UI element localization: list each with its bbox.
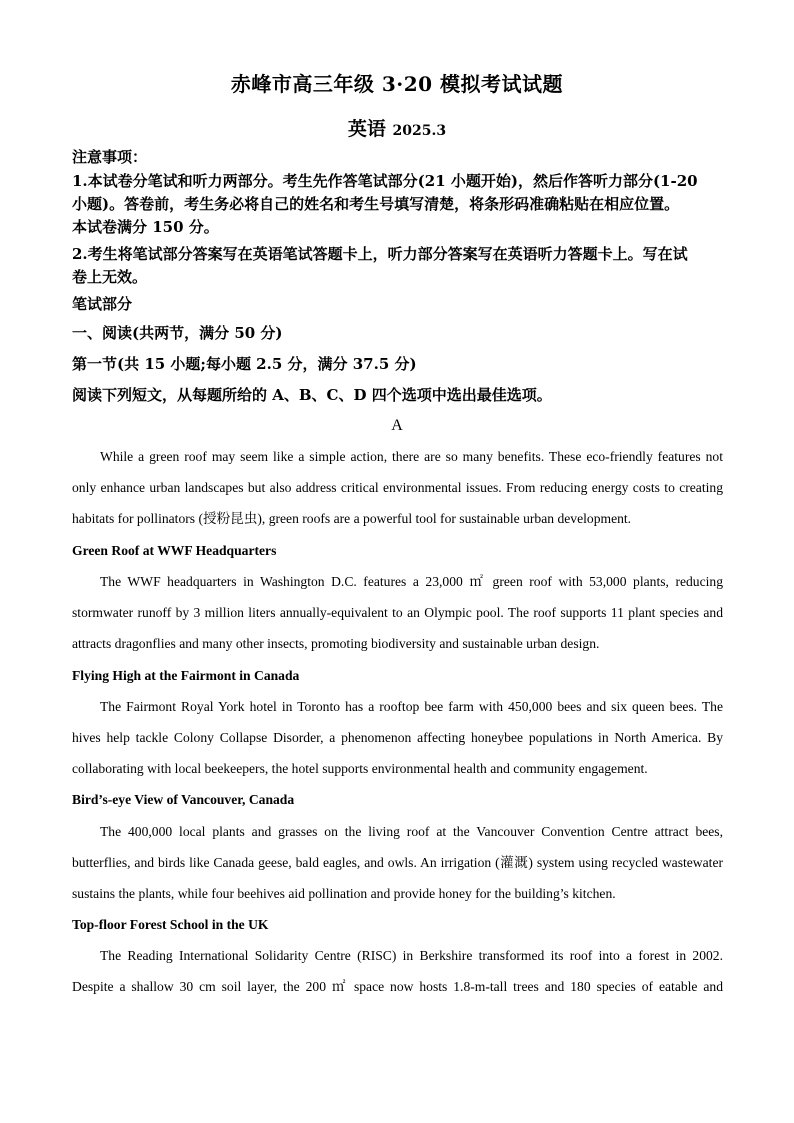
paragraph-line: sustains the plants, while four beehives aid pollination and provide honey for the building’s kitchen. (72, 886, 616, 902)
reading-instruction: 阅读下列短文，从每题所给的 A、B、C、D 四个选项中选出最佳选项。 (72, 386, 552, 404)
paragraph-line: The Reading International Solidarity Centre (RISC) in Berkshire transformed its roof into a forest in 2002. (100, 948, 723, 963)
paragraph-fairmont (72, 691, 723, 785)
paragraph-line: attracts dragonflies and many other insects, promoting biodiversity and sustainable urban design. (72, 636, 600, 652)
passage-intro (72, 441, 723, 535)
paragraph-line: The 400,000 local plants and grasses on the living roof at the Vancouver Convention Centre attract bees, (100, 824, 723, 839)
section-heading: Flying High at the Fairmont in Canada (72, 668, 300, 683)
exam-date: 2025.3 (392, 123, 447, 139)
paragraph-line: butterflies, and birds like Canada geese, bald eagles, and owls. An irrigation (灌溉) system using recycled wastewater (72, 855, 723, 871)
notice-item-1-line: 1.本试卷分笔试和听力两部分。考生先作答笔试部分(21 小题开始)，然后作答听力部分(1-20 (72, 172, 698, 190)
section-heading: Green Roof at WWF Headquarters (72, 543, 277, 558)
notice-item-1-line: 本试卷满分 150 分。 (72, 218, 219, 236)
paragraph-vancouver (72, 816, 723, 910)
notice-item-1-line: 小题)。答卷前，考生务必将自己的姓名和考生号填写清楚，将条形码准确粘贴在相应位置。 (72, 195, 680, 213)
notice-item-1 (72, 170, 724, 239)
notice-label: 注意事项： (72, 148, 148, 166)
subject-label: 英语 (347, 118, 386, 140)
written-part-heading: 笔试部分 (72, 295, 133, 313)
paragraph-line: stormwater runoff by 3 million liters annually-equivalent to an Olympic pool. The roof supports 11 plant species and (72, 605, 723, 621)
exam-subtitle (0, 114, 794, 141)
passage-label: A (391, 417, 403, 434)
paragraph-line: hives help tackle Colony Collapse Disorder, a phenomenon affecting honeybee populations in North America. By (72, 730, 723, 746)
paragraph-line: The WWF headquarters in Washington D.C. features a 23,000 ㎡ green roof with 53,000 plants, reducing (100, 574, 723, 589)
reading-part-heading: 一、阅读(共两节，满分 50 分) (72, 324, 283, 342)
exam-title: 赤峰市高三年级 3·20 模拟考试试题 (230, 72, 564, 96)
paragraph-line: The Fairmont Royal York hotel in Toronto has a rooftop bee farm with 450,000 bees and six queen bees. The (100, 699, 723, 714)
paragraph-line: habitats for pollinators (授粉昆虫), green roofs are a powerful tool for sustainable urban development. (72, 511, 632, 527)
notice-item-2-line: 卷上无效。 (72, 268, 148, 286)
section-heading: Top-floor Forest School in the UK (72, 917, 269, 932)
paragraph-risc (72, 940, 723, 1002)
paragraph-wwf (72, 566, 723, 660)
section-heading: Bird’s-eye View of Vancouver, Canada (72, 792, 295, 807)
paragraph-line: Despite a shallow 30 cm soil layer, the 200 ㎡ space now hosts 1.8-m-tall trees and 180 species of eatable and (72, 979, 723, 995)
paragraph-line: only enhance urban landscapes but also address critical environmental issues. From reducing energy costs to creating (72, 480, 723, 496)
notice-item-2-line: 2.考生将笔试部分答案写在英语笔试答题卡上，听力部分答案写在英语听力答题卡上。写在试 (72, 245, 688, 263)
section-one-heading: 第一节(共 15 小题;每小题 2.5 分，满分 37.5 分) (72, 355, 417, 373)
paragraph-line: collaborating with local beekeepers, the hotel supports environmental health and community engagement. (72, 761, 648, 777)
notice-item-2 (72, 243, 724, 289)
paragraph-line: While a green roof may seem like a simple action, there are so many benefits. These eco-friendly features not (100, 449, 723, 464)
